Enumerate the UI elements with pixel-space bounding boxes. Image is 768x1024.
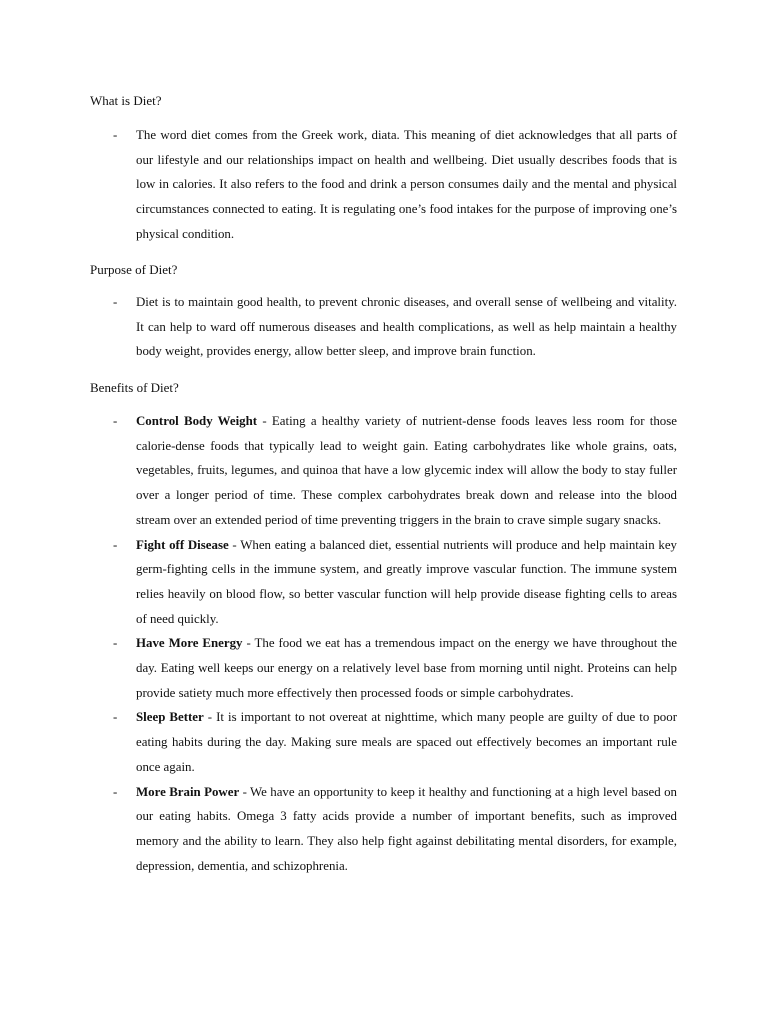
list-item — [0, 290, 677, 364]
item-separator: - — [242, 636, 255, 651]
item-text: Eating a healthy variety of nutrient-dense foods leaves less room for those calorie-dense foods that typically lead to weight gain. Eating carbohydrates like whole grains, oats, vegetables, fruits, legumes, and quinoa that have a low glycemic index will allow the body to stay fuller over a longer period of time. These complex carbohydrates break down and release into the blood stream over an extended period of time preventing triggers in the brain to crave simple sugary snacks. — [136, 414, 677, 527]
item-term: Sleep Better — [136, 710, 204, 725]
item-separator: - — [228, 537, 241, 552]
item-separator: - — [239, 784, 251, 799]
bullet-dash: - — [113, 128, 118, 142]
section-heading-benefits-of-diet: Benefits of Diet? — [90, 380, 179, 395]
item-text: It is important to not overeat at nighttime, which many people are guilty of due to poor eating habits during the day. Making sure meals are spaced out effectively becomes an important rule once again. — [136, 710, 677, 774]
bullet-dash: - — [113, 784, 118, 799]
item-text: Diet is to maintain good health, to prevent chronic diseases, and overall sense of wellbeing and vitality. It can help to ward off numerous diseases and health complications, as well as help maintain a healthy body weight, provides energy, allow better sleep, and improve brain function. — [136, 295, 677, 359]
list-item-more-brain-power — [0, 780, 677, 879]
item-separator: - — [203, 710, 217, 725]
list-item-sleep-better — [0, 705, 677, 779]
section-heading-purpose-of-diet: Purpose of Diet? — [90, 262, 178, 277]
bullet-dash: - — [113, 295, 118, 309]
bullet-dash: - — [113, 414, 118, 428]
list-item — [0, 123, 677, 247]
list-item-fight-off-disease — [0, 533, 677, 632]
bullet-dash: - — [113, 537, 118, 552]
item-term: Have More Energy — [136, 636, 243, 651]
item-text: When eating a balanced diet, essential nutrients will produce and help maintain key germ-fighting cells in the immune system, and greatly improve vascular function. The immune system relies heavily on blood flow, so better vascular function will help provide disease fighting cells to areas of need quickly. — [136, 537, 677, 626]
list-item-have-more-energy — [0, 631, 677, 705]
item-term: Fight off Disease — [136, 537, 229, 552]
item-term: Control Body Weight — [136, 414, 258, 428]
list-item-control-body-weight — [0, 409, 677, 533]
item-text: The word diet comes from the Greek work, diata. This meaning of diet acknowledges that all parts of our lifestyle and our relationships impact on health and wellbeing. Diet usually describes foods that is low in calories. It also refers to the food and drink a person consumes daily and the mental and physical circumstances connected to eating. It is regulating one’s food intakes for the purpose of improving one’s physical condition. — [136, 128, 677, 241]
purpose-list — [0, 290, 677, 364]
bullet-dash: - — [113, 710, 118, 725]
benefits-list — [0, 409, 677, 878]
item-text: The food we eat has a tremendous impact on the energy we have throughout the day. Eating well keeps our energy on a relatively level base from morning until night. Proteins can help provide satiety much more effectively then processed foods or simple carbohydrates. — [136, 636, 677, 700]
section-heading-what-is-diet: What is Diet? — [90, 93, 162, 108]
item-separator: - — [257, 414, 272, 428]
definition-list — [0, 123, 677, 247]
bullet-dash: - — [113, 636, 118, 651]
item-term: More Brain Power — [136, 784, 240, 799]
item-text: We have an opportunity to keep it healthy and functioning at a high level based on our eating habits. Omega 3 fatty acids provide a number of important benefits, such as improved memory and the ability to learn. They also help fight against debilitating mental disorders, for example, depression, dementia, and schizophrenia. — [136, 784, 677, 873]
